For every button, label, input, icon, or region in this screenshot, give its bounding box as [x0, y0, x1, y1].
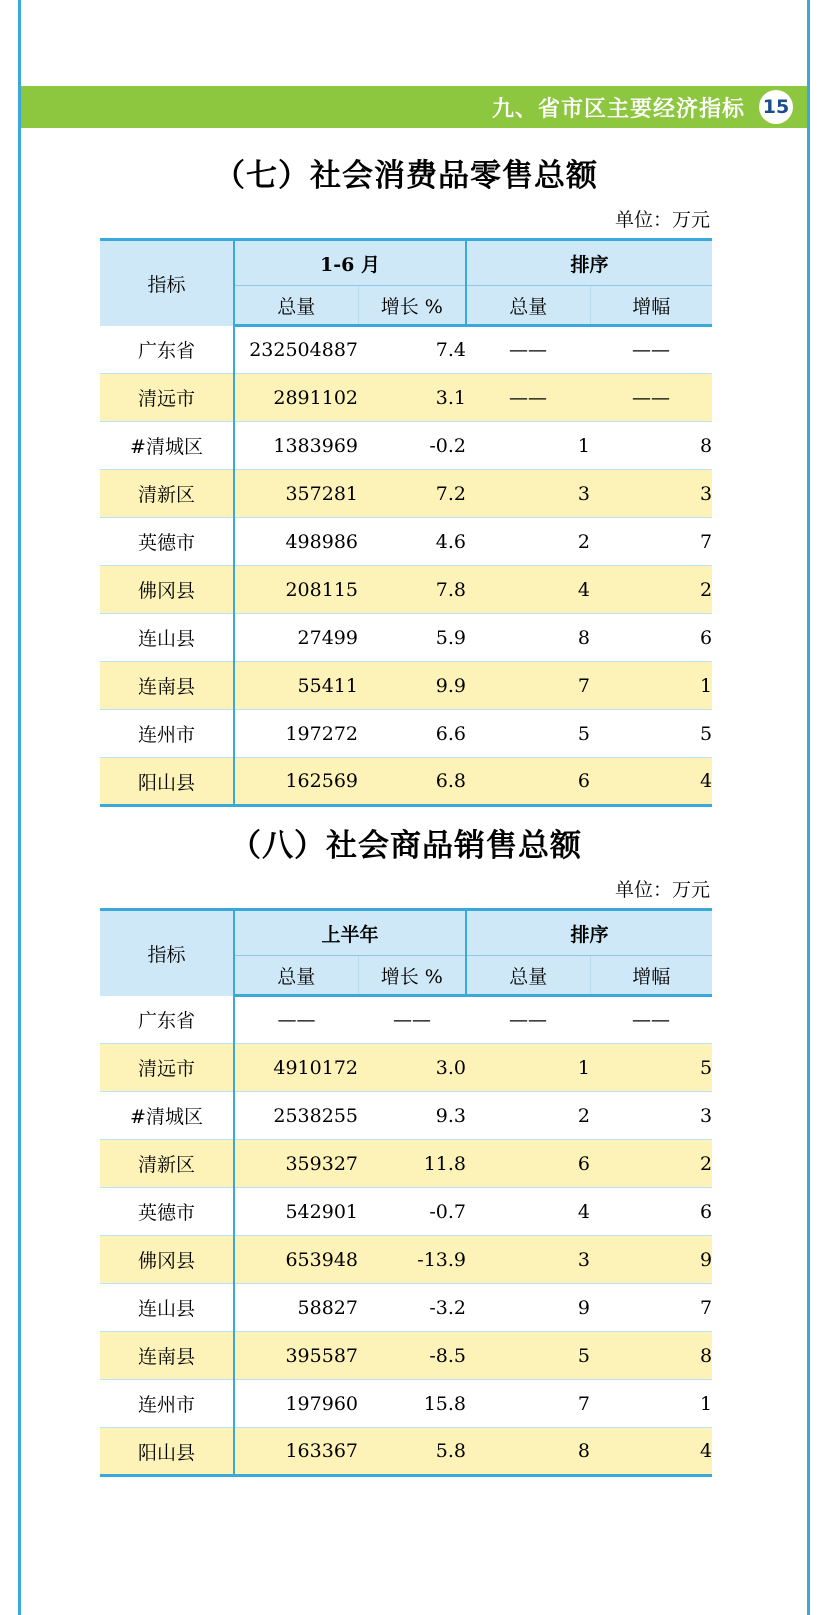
cell-rank-growth: 8 — [590, 1332, 712, 1380]
cell-rank-total: 6 — [466, 758, 590, 806]
cell-rank-total: 9 — [466, 1284, 590, 1332]
row-label: 连南县 — [100, 1332, 234, 1380]
cell-rank-growth: 3 — [590, 470, 712, 518]
cell-rank-total: —— — [466, 996, 590, 1044]
row-label: 清新区 — [100, 470, 234, 518]
cell-growth: -0.2 — [358, 422, 466, 470]
cell-rank-growth: 2 — [590, 1140, 712, 1188]
cell-rank-total: 5 — [466, 710, 590, 758]
col-header-total: 总量 — [234, 286, 358, 326]
row-label: 清新区 — [100, 1140, 234, 1188]
cell-total: 27499 — [234, 614, 358, 662]
cell-rank-total: 3 — [466, 470, 590, 518]
table-row — [100, 1428, 712, 1476]
row-label: 清远市 — [100, 1044, 234, 1092]
table-row — [100, 1140, 712, 1188]
cell-total: 163367 — [234, 1428, 358, 1476]
table-row — [100, 1236, 712, 1284]
section-retail-sales — [100, 150, 712, 807]
cell-total: 232504887 — [234, 326, 358, 374]
row-label: 连山县 — [100, 1284, 234, 1332]
table-row — [100, 422, 712, 470]
row-label: #清城区 — [100, 422, 234, 470]
col-group-rank: 排序 — [466, 240, 712, 286]
col-header-rank-total: 总量 — [466, 286, 590, 326]
commodity-sales-table — [100, 908, 712, 1477]
row-label: 英德市 — [100, 518, 234, 566]
row-label: 连州市 — [100, 1380, 234, 1428]
cell-growth: -3.2 — [358, 1284, 466, 1332]
table-row — [100, 374, 712, 422]
cell-growth: 4.6 — [358, 518, 466, 566]
cell-total: —— — [234, 996, 358, 1044]
table-row — [100, 518, 712, 566]
cell-rank-growth: 7 — [590, 1284, 712, 1332]
cell-total: 395587 — [234, 1332, 358, 1380]
cell-total: 55411 — [234, 662, 358, 710]
col-header-growth: 增长 % — [358, 286, 466, 326]
cell-rank-total: 7 — [466, 1380, 590, 1428]
row-label: 佛冈县 — [100, 566, 234, 614]
cell-rank-growth: —— — [590, 326, 712, 374]
table-row — [100, 758, 712, 806]
col-group-period: 上半年 — [234, 910, 466, 956]
cell-rank-total: 7 — [466, 662, 590, 710]
cell-total: 359327 — [234, 1140, 358, 1188]
commodity-sales-body — [100, 996, 712, 1476]
row-label: 连州市 — [100, 710, 234, 758]
section-unit: 单位：万元 — [614, 879, 710, 901]
cell-rank-total: 3 — [466, 1236, 590, 1284]
cell-rank-total: —— — [466, 374, 590, 422]
cell-rank-growth: —— — [590, 374, 712, 422]
table-row — [100, 1284, 712, 1332]
cell-rank-growth: 5 — [590, 710, 712, 758]
cell-rank-total: 5 — [466, 1332, 590, 1380]
cell-total: 208115 — [234, 566, 358, 614]
cell-growth: 6.8 — [358, 758, 466, 806]
cell-total: 2891102 — [234, 374, 358, 422]
row-label: 连南县 — [100, 662, 234, 710]
cell-growth: -8.5 — [358, 1332, 466, 1380]
cell-rank-growth: 1 — [590, 662, 712, 710]
cell-growth: 5.8 — [358, 1428, 466, 1476]
cell-rank-growth: 6 — [590, 614, 712, 662]
cell-growth: 9.3 — [358, 1092, 466, 1140]
cell-growth: 7.4 — [358, 326, 466, 374]
page-title: 九、省市区主要经济指标 — [491, 96, 745, 122]
cell-growth: —— — [358, 996, 466, 1044]
cell-rank-total: 4 — [466, 1188, 590, 1236]
section-title: （七）社会消费品零售总额 — [214, 158, 598, 194]
cell-rank-growth: 4 — [590, 1428, 712, 1476]
cell-rank-total: 2 — [466, 1092, 590, 1140]
cell-total: 542901 — [234, 1188, 358, 1236]
cell-growth: 9.9 — [358, 662, 466, 710]
retail-sales-table — [100, 238, 712, 807]
cell-rank-growth: 7 — [590, 518, 712, 566]
cell-growth: 11.8 — [358, 1140, 466, 1188]
cell-total: 162569 — [234, 758, 358, 806]
table-row — [100, 996, 712, 1044]
cell-rank-total: 4 — [466, 566, 590, 614]
row-label: 阳山县 — [100, 1428, 234, 1476]
cell-rank-total: 8 — [466, 1428, 590, 1476]
cell-rank-growth: 9 — [590, 1236, 712, 1284]
row-label: 阳山县 — [100, 758, 234, 806]
cell-growth: 7.8 — [358, 566, 466, 614]
cell-rank-growth: 5 — [590, 1044, 712, 1092]
cell-rank-total: —— — [466, 326, 590, 374]
row-label: 佛冈县 — [100, 1236, 234, 1284]
cell-total: 653948 — [234, 1236, 358, 1284]
cell-total: 58827 — [234, 1284, 358, 1332]
table-row — [100, 1332, 712, 1380]
table-row — [100, 1044, 712, 1092]
cell-total: 4910172 — [234, 1044, 358, 1092]
col-group-period: 1-6 月 — [234, 240, 466, 286]
table-row — [100, 1380, 712, 1428]
table-row — [100, 1092, 712, 1140]
table-row — [100, 566, 712, 614]
table-row — [100, 470, 712, 518]
col-header-rank-growth: 增幅 — [590, 956, 712, 996]
row-label: 清远市 — [100, 374, 234, 422]
section-title: （八）社会商品销售总额 — [230, 828, 582, 864]
cell-rank-total: 1 — [466, 422, 590, 470]
retail-sales-body — [100, 326, 712, 806]
cell-rank-total: 1 — [466, 1044, 590, 1092]
cell-rank-total: 6 — [466, 1140, 590, 1188]
page-header-band — [21, 86, 807, 128]
table-row — [100, 326, 712, 374]
cell-growth: 5.9 — [358, 614, 466, 662]
col-header-total: 总量 — [234, 956, 358, 996]
cell-growth: 7.2 — [358, 470, 466, 518]
cell-growth: -13.9 — [358, 1236, 466, 1284]
cell-rank-growth: 6 — [590, 1188, 712, 1236]
col-header-rank-growth: 增幅 — [590, 286, 712, 326]
cell-rank-total: 8 — [466, 614, 590, 662]
cell-total: 498986 — [234, 518, 358, 566]
section-unit: 单位：万元 — [614, 209, 710, 231]
row-label: 连山县 — [100, 614, 234, 662]
col-header-index: 指标 — [100, 240, 234, 326]
cell-rank-growth: —— — [590, 996, 712, 1044]
row-label: 英德市 — [100, 1188, 234, 1236]
cell-growth: 15.8 — [358, 1380, 466, 1428]
col-header-rank-total: 总量 — [466, 956, 590, 996]
cell-total: 197960 — [234, 1380, 358, 1428]
col-group-rank: 排序 — [466, 910, 712, 956]
table-row — [100, 614, 712, 662]
table-row — [100, 710, 712, 758]
cell-total: 197272 — [234, 710, 358, 758]
right-page-rule — [807, 0, 810, 1615]
row-label: 广东省 — [100, 996, 234, 1044]
cell-total: 1383969 — [234, 422, 358, 470]
cell-rank-growth: 3 — [590, 1092, 712, 1140]
table-row — [100, 662, 712, 710]
cell-total: 357281 — [234, 470, 358, 518]
cell-growth: -0.7 — [358, 1188, 466, 1236]
cell-rank-growth: 8 — [590, 422, 712, 470]
col-header-index: 指标 — [100, 910, 234, 996]
cell-rank-total: 2 — [466, 518, 590, 566]
cell-rank-growth: 2 — [590, 566, 712, 614]
cell-growth: 6.6 — [358, 710, 466, 758]
cell-growth: 3.1 — [358, 374, 466, 422]
col-header-growth: 增长 % — [358, 956, 466, 996]
row-label: 广东省 — [100, 326, 234, 374]
cell-rank-growth: 1 — [590, 1380, 712, 1428]
table-row — [100, 1188, 712, 1236]
section-commodity-sales — [100, 820, 712, 1477]
row-label: #清城区 — [100, 1092, 234, 1140]
cell-rank-growth: 4 — [590, 758, 712, 806]
cell-growth: 3.0 — [358, 1044, 466, 1092]
page-number-badge: 15 — [759, 90, 793, 124]
cell-total: 2538255 — [234, 1092, 358, 1140]
left-page-rule — [18, 0, 21, 1615]
